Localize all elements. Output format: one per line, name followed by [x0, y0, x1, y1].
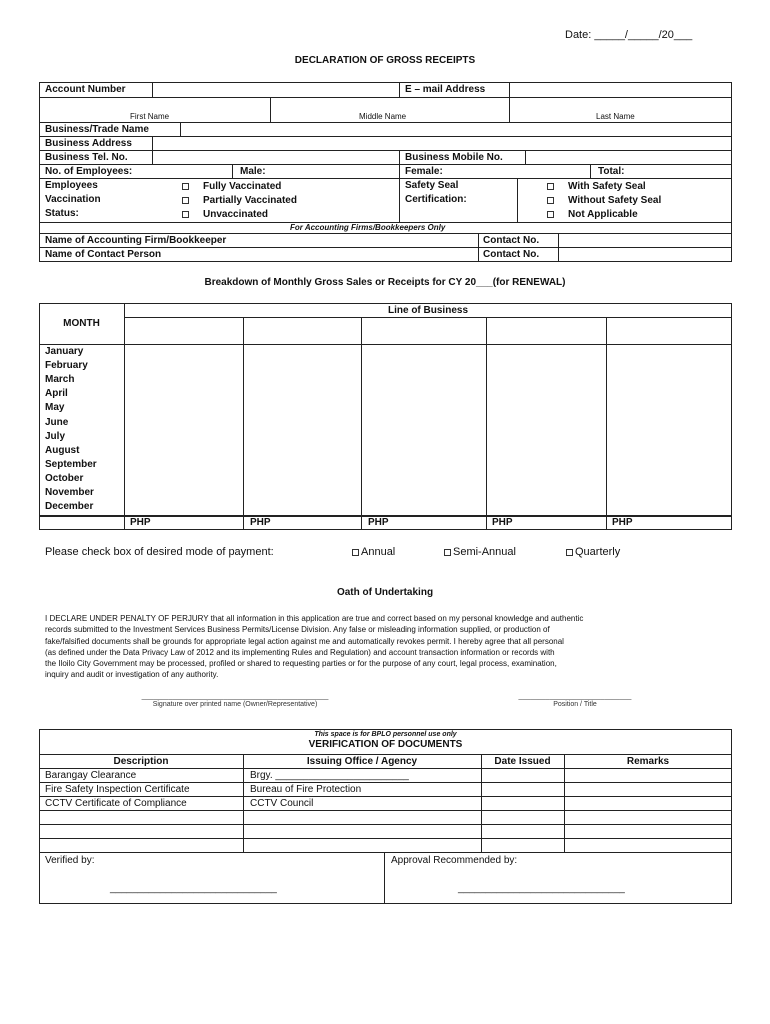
- vacc-label-1: Employees: [45, 180, 98, 191]
- oath-line: fake/falsified documents shall be grounds for appropriate legal action against me and automatically revokes permit. I hereby agree that all personal: [45, 636, 564, 646]
- first-name-label: First Name: [130, 112, 170, 121]
- month-row: November: [45, 487, 94, 498]
- month-row: July: [45, 430, 66, 442]
- col-date-issued: Date Issued: [494, 756, 551, 767]
- email-field[interactable]: [510, 83, 731, 96]
- unvaccinated-label: Unvaccinated: [203, 209, 269, 220]
- month-row: January: [45, 346, 84, 357]
- unvaccinated-checkbox[interactable]: [182, 211, 189, 218]
- not-applicable-label: Not Applicable: [568, 209, 638, 220]
- seal-label-2: Certification:: [405, 194, 467, 205]
- oath-line: the Iloilo City Government may be processed, profiled or shared to requesting parties or for the purpose of any court, legal process, examination,: [45, 659, 557, 669]
- verified-by-label: Verified by:: [45, 855, 95, 866]
- contact-no-label-2: Contact No.: [483, 249, 540, 260]
- month-header: MONTH: [63, 318, 100, 329]
- partially-vaccinated-label: Partially Vaccinated: [203, 195, 297, 206]
- position-label: Position / Title: [553, 701, 597, 708]
- month-row: September: [45, 458, 97, 470]
- approval-label: Approval Recommended by:: [391, 855, 518, 866]
- approval-line[interactable]: ______________________________: [458, 883, 625, 894]
- monthly-sales-table: [39, 303, 732, 530]
- female-label: Female:: [405, 166, 443, 177]
- tel-label: Business Tel. No.: [45, 152, 128, 163]
- oath-line: records submitted to the Investment Services Business Permits/License Division. Any false or misleading information supplied, or production of: [45, 625, 550, 635]
- partially-vaccinated-checkbox[interactable]: [182, 197, 189, 204]
- month-row: February: [45, 360, 88, 372]
- signature-label: Signature over printed name (Owner/Representative): [152, 701, 318, 708]
- account-number-field[interactable]: [153, 83, 398, 96]
- table-row: CCTV Council: [250, 798, 314, 809]
- email-label: E – mail Address: [405, 84, 486, 95]
- payment-label: Please check box of desired mode of payment:: [45, 546, 274, 558]
- seal-label-1: Safety Seal: [405, 180, 459, 191]
- oath-text: [45, 613, 731, 681]
- currency-label-3: PHP: [368, 517, 389, 528]
- line-of-business-header: Line of Business: [387, 305, 468, 316]
- oath-line: inquiry and audit or investigation of any authority.: [45, 670, 219, 680]
- oath-line: (as defined under the Data Privacy Law of 2012 and its implementing Rules and Regulation) and account transaction information or records with: [45, 647, 555, 657]
- currency-label-5: PHP: [612, 517, 633, 528]
- fully-vaccinated-label: Fully Vaccinated: [203, 181, 282, 192]
- bplo-note: This space is for BPLO personnel use only: [314, 731, 457, 738]
- table-row: Bureau of Fire Protection: [250, 784, 362, 795]
- trade-name-label: Business/Trade Name: [45, 124, 149, 135]
- without-seal-checkbox[interactable]: [547, 197, 554, 204]
- col-description: Description: [113, 756, 169, 767]
- month-row: March: [45, 374, 75, 386]
- business-address-label: Business Address: [45, 138, 132, 149]
- col-issuing-office: Issuing Office / Agency: [306, 756, 418, 767]
- month-row: April: [45, 388, 68, 400]
- last-name-label: Last Name: [596, 112, 635, 121]
- month-row: August: [45, 444, 80, 456]
- semi-annual-label: Semi-Annual: [453, 546, 516, 558]
- currency-label-2: PHP: [250, 517, 271, 528]
- annual-label: Annual: [361, 546, 396, 558]
- quarterly-label: Quarterly: [575, 546, 621, 558]
- quarterly-checkbox[interactable]: [566, 549, 573, 556]
- currency-label-1: PHP: [130, 517, 151, 528]
- employees-label: No. of Employees:: [45, 166, 133, 177]
- annual-checkbox[interactable]: [352, 549, 359, 556]
- page-title: DECLARATION OF GROSS RECEIPTS: [294, 55, 476, 66]
- male-label: Male:: [240, 166, 266, 177]
- table-row: Fire Safety Inspection Certificate: [45, 784, 190, 795]
- table-row: Barangay Clearance: [45, 770, 137, 781]
- breakdown-heading: Breakdown of Monthly Gross Sales or Receipts for CY 20___(for RENEWAL): [204, 277, 566, 288]
- with-seal-label: With Safety Seal: [568, 181, 646, 192]
- contact-person-label: Name of Contact Person: [45, 249, 162, 260]
- position-line[interactable]: _____________________________: [518, 693, 632, 700]
- month-row: June: [45, 416, 69, 428]
- signature-line[interactable]: ________________________________________________: [141, 693, 329, 700]
- semi-annual-checkbox[interactable]: [444, 549, 451, 556]
- contact-no-label-1: Contact No.: [483, 235, 540, 246]
- table-row: Brgy. ________________________: [250, 770, 409, 781]
- col-remarks: Remarks: [626, 756, 670, 767]
- month-row: May: [45, 402, 65, 414]
- without-seal-label: Without Safety Seal: [568, 195, 662, 206]
- trade-name-field[interactable]: [181, 123, 731, 135]
- month-row: October: [45, 472, 84, 484]
- with-seal-checkbox[interactable]: [547, 183, 554, 190]
- verified-by-line[interactable]: ______________________________: [110, 883, 277, 894]
- total-label: Total:: [598, 166, 625, 177]
- table-row: CCTV Certificate of Compliance: [45, 798, 187, 809]
- month-row: December: [45, 501, 94, 513]
- currency-label-4: PHP: [492, 517, 513, 528]
- mobile-label: Business Mobile No.: [405, 152, 503, 163]
- accounting-firm-label: Name of Accounting Firm/Bookkeeper: [45, 235, 227, 246]
- oath-line: I DECLARE UNDER PENALTY OF PERJURY that all information in this application are true and correct based on my personal knowledge and authentic: [45, 614, 584, 623]
- oath-title: Oath of Undertaking: [336, 587, 434, 598]
- vacc-label-2: Vaccination: [45, 194, 101, 205]
- not-applicable-checkbox[interactable]: [547, 211, 554, 218]
- vacc-label-3: Status:: [45, 208, 79, 219]
- account-number-label: Account Number: [45, 84, 126, 95]
- middle-name-label: Middle Name: [359, 112, 407, 121]
- date-line[interactable]: Date: _____/_____/20___: [565, 29, 693, 41]
- fully-vaccinated-checkbox[interactable]: [182, 183, 189, 190]
- verification-title: VERIFICATION OF DOCUMENTS: [308, 739, 463, 750]
- accounting-note: For Accounting Firms/Bookkeepers Only: [290, 223, 446, 232]
